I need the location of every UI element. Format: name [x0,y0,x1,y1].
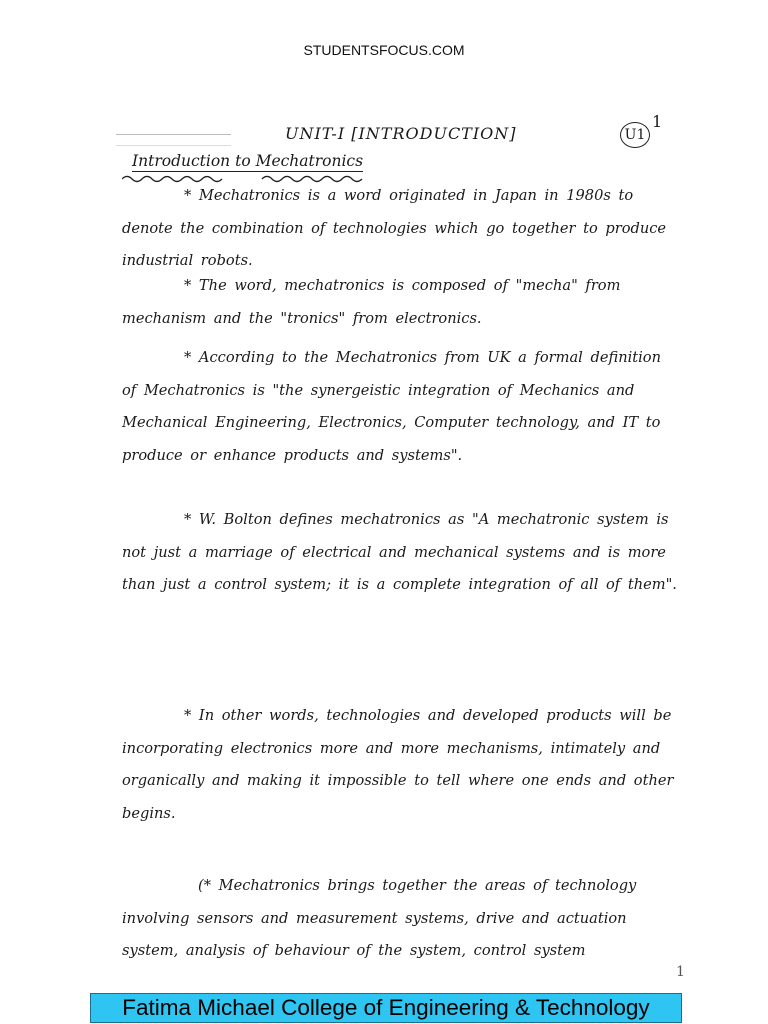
college-name: Fatima Michael College of Engineering & Technology [122,995,650,1020]
title-row [92,112,684,154]
paragraph-areas-of-technology: (* Mechatronics brings together the areas of technology involving sensors and measurement systems, drive and actuation system, analysis of behaviour of the system, control system [122,877,637,959]
paragraph-origin: * Mechatronics is a word originated in Japan in 1980s to denote the combination of technologies which go together to produce industrial robots. [122,187,667,269]
unit-title: UNIT-I [INTRODUCTION] [285,124,517,143]
paragraph-other-words: * In other words, technologies and developed products will be incorporating electronics more and more mechanisms, intimately and organically and making it impossible to tell where one ends and other begins. [122,707,674,822]
notes-page [92,96,684,982]
paragraph-uk-definition: * According to the Mechatronics from UK a formal definition of Mechatronics is "the synergeistic integration of Mechanics and Mechanical Engineering, Electronics, Computer technology, and IT to produce or enhance products and systems". [122,349,661,464]
section-heading: Introduction to Mechatronics [132,152,364,170]
footer-banner [90,993,682,1023]
site-header: STUDENTSFOCUS.COM [303,42,465,58]
page-code-circle: U1 [620,122,650,148]
page-number: 1 [652,112,663,131]
paragraph-bolton-definition: * W. Bolton defines mechatronics as "A mechatronic system is not just a marriage of electrical and mechanical systems and is more than just a control system; it is a complete integration of all of them". [122,511,677,593]
paragraph-word-composition: * The word, mechatronics is composed of "mecha" from mechanism and the "tronics" from electronics. [122,277,621,327]
scratched-text [116,134,231,146]
corner-mark: 1 [676,964,685,980]
